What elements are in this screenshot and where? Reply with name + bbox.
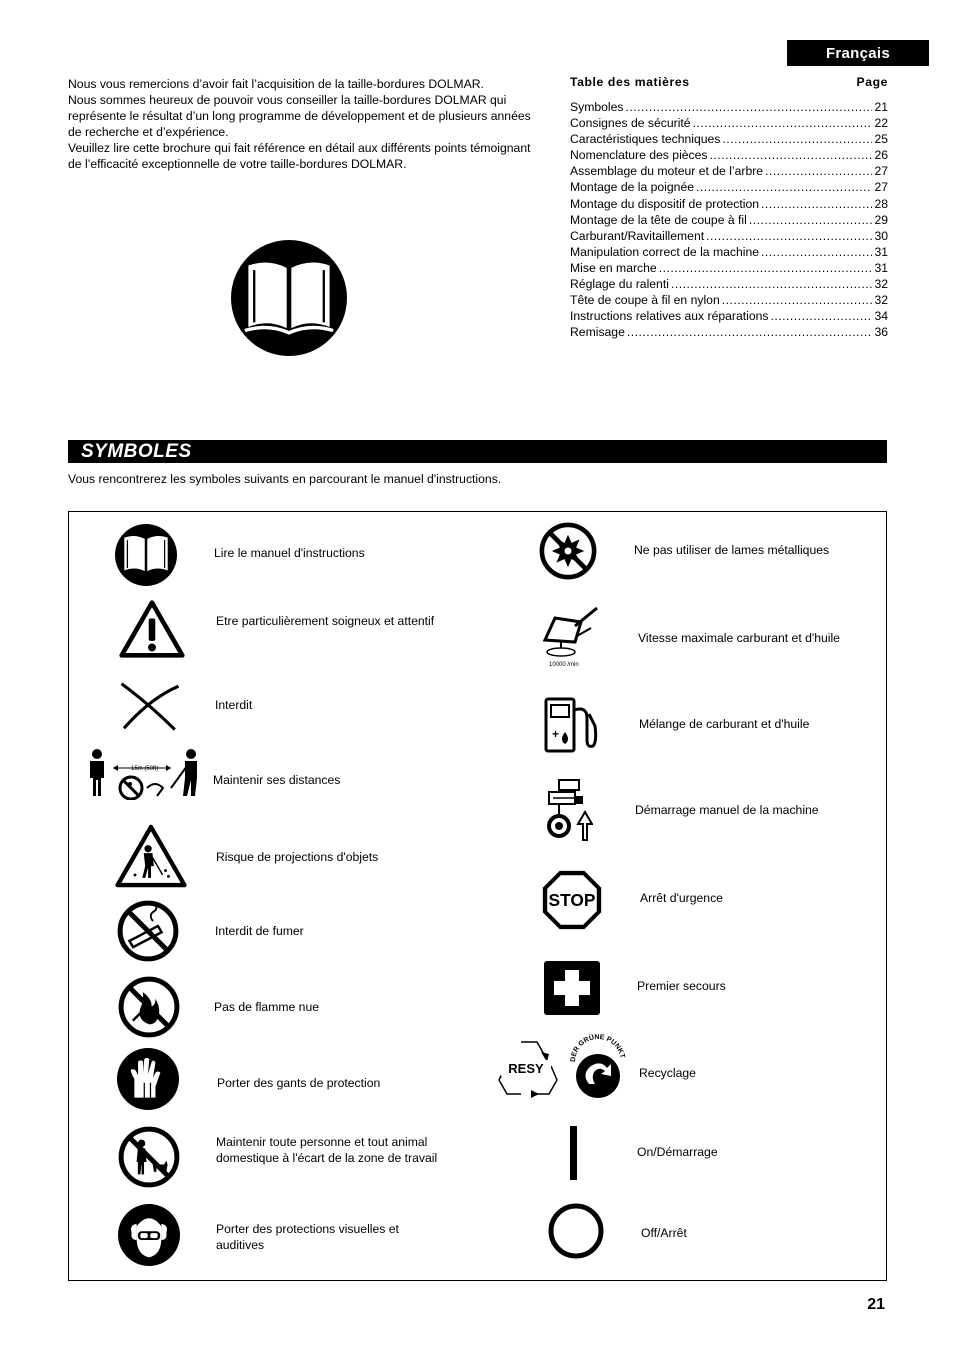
toc-leader-dots — [706, 228, 872, 244]
stop-icon — [541, 869, 603, 931]
intro-paragraph: Nous vous remercions d’avoir fait l’acquisition de la taille-bordures DOLMAR. — [68, 77, 484, 91]
toc-leader-dots — [693, 115, 873, 131]
toc-entry-page: 26 — [874, 148, 888, 163]
distance-text: 15m (50ft) — [131, 766, 159, 772]
toc-entry-page: 27 — [874, 164, 888, 179]
toc-entry — [570, 292, 888, 308]
symbol-label: Mélange de carburant et d'huile — [639, 717, 810, 731]
toc-entry-title: Montage de la poignée — [570, 180, 695, 195]
off-stop-icon — [547, 1202, 605, 1260]
toc-entry-page: 30 — [874, 228, 888, 243]
toc-entry-title: Montage du dispositif de protection — [570, 196, 760, 211]
symbol-label: Recyclage — [639, 1066, 696, 1080]
symbol-label: Porter des gants de protection — [217, 1076, 381, 1090]
symbol-label: Lire le manuel d'instructions — [214, 546, 365, 560]
toc-entry-page: 34 — [874, 309, 888, 324]
toc-entry — [570, 308, 888, 324]
toc-leader-dots — [696, 179, 872, 195]
flying-objects-icon — [114, 824, 188, 888]
toc-leader-dots — [626, 99, 873, 115]
symbols-box — [68, 511, 887, 1281]
max-speed-icon — [541, 604, 601, 668]
toc-leader-dots — [671, 276, 873, 292]
toc-entry-title: Remisage — [570, 325, 625, 340]
section-intro: Vous rencontrerez les symboles suivants en parcourant le manuel d'instructions. — [68, 472, 502, 486]
section-header — [68, 440, 887, 463]
toc-entry-title: Assemblage du moteur et de l’arbre — [570, 164, 764, 179]
symbol-label: Arrêt d'urgence — [640, 891, 723, 905]
toc-entry-page: 25 — [874, 132, 888, 147]
toc-leader-dots — [761, 244, 872, 260]
symbol-label: Off/Arrêt — [641, 1226, 687, 1240]
toc-entry — [570, 276, 888, 292]
toc-entry — [570, 196, 888, 212]
gruene-punkt-text: DER GRÜNE PUNKT — [569, 1034, 626, 1063]
symbol-label: Ne pas utiliser de lames métalliques — [634, 543, 830, 557]
toc-title: Table des matières — [570, 75, 690, 89]
toc-entry — [570, 212, 888, 228]
toc-entry-title: Nomenclature des pièces — [570, 148, 708, 163]
symbol-label: Premier secours — [637, 979, 726, 993]
toc-entry-page: 32 — [874, 277, 888, 292]
section-title: SYMBOLES — [81, 441, 192, 462]
recycling-icon — [495, 1036, 563, 1100]
toc-entry-page: 22 — [874, 116, 888, 131]
protective-gloves-icon — [117, 1048, 179, 1110]
manual-start-icon — [545, 778, 593, 842]
green-dot-icon — [567, 1034, 629, 1100]
toc-entry-title: Carburant/Ravitaillement — [570, 228, 705, 243]
toc-entry-page: 36 — [874, 325, 888, 340]
speed-text: 10000 /min — [549, 662, 579, 668]
eye-ear-protection-icon — [118, 1204, 180, 1266]
toc-entry-title: Consignes de sécurité — [570, 116, 691, 131]
toc-entry-title: Instructions relatives aux réparations — [570, 309, 769, 324]
toc-entry-page: 21 — [874, 100, 888, 114]
toc-leader-dots — [722, 292, 873, 308]
toc-page-header: Page — [856, 75, 888, 89]
toc-entry-title: Caractéristiques techniques — [570, 132, 721, 147]
toc-entry — [570, 260, 888, 276]
symbol-label: Vitesse maximale carburant et d'huile — [638, 631, 840, 645]
symbol-label: Interdit de fumer — [215, 924, 304, 938]
toc-leader-dots — [765, 163, 872, 179]
symbol-label: Porter des protections visuelles et auditives — [216, 1222, 399, 1252]
toc-leader-dots — [722, 131, 872, 147]
intro-text — [68, 76, 538, 172]
toc-entry — [570, 244, 888, 260]
toc-entry — [570, 99, 888, 115]
toc-leader-dots — [627, 324, 873, 340]
toc-entry-title: Montage de la tête de coupe à fil — [570, 212, 747, 227]
toc-entry-title: Mise en marche — [570, 260, 657, 275]
toc-entry — [570, 163, 888, 179]
no-metal-blade-icon — [539, 522, 597, 580]
symbol-label: Démarrage manuel de la machine — [635, 803, 819, 817]
symbol-label: On/Démarrage — [637, 1145, 718, 1159]
book-icon — [231, 240, 347, 356]
stop-text: STOP — [548, 890, 596, 911]
toc-entry-page: 29 — [874, 212, 888, 227]
first-aid-icon — [543, 960, 601, 1016]
table-of-contents — [570, 75, 888, 340]
toc-header — [570, 75, 888, 91]
toc-entry-title: Symboles — [570, 100, 624, 114]
page-number: 21 — [867, 1296, 885, 1313]
symbol-label: Maintenir ses distances — [213, 773, 341, 787]
symbol-label: Interdit — [215, 698, 253, 712]
toc-entry — [570, 147, 888, 163]
language-tab: Français — [787, 40, 929, 66]
intro-paragraph: Nous sommes heureux de pouvoir vous conseiller la taille-bordures DOLMAR qui représente le résultat d’un long programme de développement et de plusieurs années de recherche et d’expérience. — [68, 93, 531, 139]
prohibited-cross-icon — [119, 680, 181, 732]
resy-text: RESY — [508, 1061, 544, 1076]
fuel-oil-mixture-icon — [543, 696, 599, 754]
symbol-label: Etre particulièrement soigneux et attentif — [216, 614, 435, 628]
toc-leader-dots — [749, 212, 873, 228]
toc-entry-page: 31 — [874, 260, 888, 275]
toc-entry — [570, 324, 888, 340]
svg-text:+: + — [552, 727, 560, 741]
toc-entry-title: Manipulation correct de la machine — [570, 244, 760, 259]
keep-bystanders-away-icon — [118, 1126, 180, 1188]
intro-paragraph: Veuillez lire cette brochure qui fait référence en détail aux différents points témoignant de l’efficacité exceptionnelle de votre taille-bordures DOLMAR. — [68, 141, 531, 171]
toc-leader-dots — [761, 196, 872, 212]
no-smoking-icon — [117, 900, 179, 962]
book-icon — [115, 524, 177, 586]
toc-entry — [570, 179, 888, 195]
toc-entry-title: Tête de coupe à fil en nylon — [570, 293, 720, 308]
warning-icon — [119, 600, 185, 658]
toc-entry — [570, 228, 888, 244]
toc-entry-title: Réglage du ralenti — [570, 277, 669, 292]
toc-entry-page: 32 — [874, 293, 888, 308]
toc-entry-page: 27 — [874, 180, 888, 195]
toc-entry-page: 28 — [874, 196, 888, 211]
keep-distance-icon — [83, 748, 209, 800]
toc-entry-page: 31 — [874, 244, 888, 259]
toc-leader-dots — [659, 260, 873, 276]
toc-leader-dots — [770, 308, 872, 324]
toc-entry — [570, 131, 888, 147]
symbol-label: Risque de projections d'objets — [216, 850, 379, 864]
symbol-label: Maintenir toute personne et tout animal domestique à l'écart de la zone de travail — [216, 1135, 438, 1165]
toc-leader-dots — [710, 147, 873, 163]
no-open-flame-icon — [118, 976, 180, 1038]
toc-entry — [570, 115, 888, 131]
symbol-label: Pas de flamme nue — [214, 1000, 320, 1014]
on-start-icon — [567, 1124, 581, 1182]
